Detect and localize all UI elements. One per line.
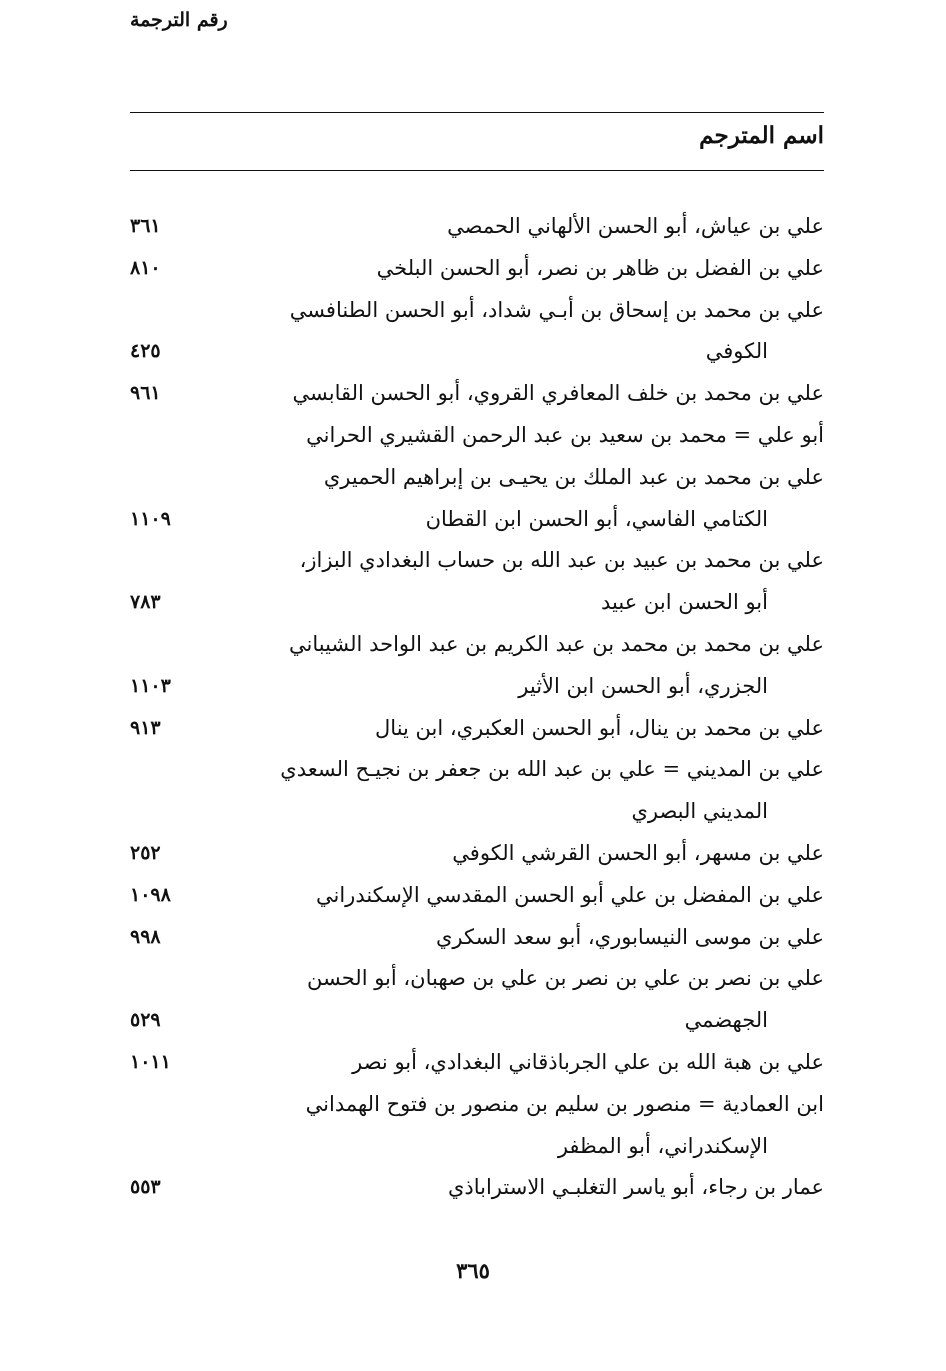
entry-name: علي بن عياش، أبو الحسن الألهاني الحمصي bbox=[447, 214, 824, 238]
header-bottom-rule bbox=[130, 170, 824, 171]
index-entry bbox=[0, 1084, 946, 1168]
entry-name-continuation: الجهضمي bbox=[684, 1008, 768, 1033]
entry-name-continuation: الإسكندراني، أبو المظفر bbox=[557, 1133, 768, 1158]
entry-name: علي بن هبة الله بن علي الجرباذقاني البغدادي، أبو نصر bbox=[352, 1049, 824, 1074]
entry-line bbox=[0, 373, 946, 415]
index-entry bbox=[0, 833, 946, 875]
entry-line bbox=[0, 540, 946, 582]
entry-line bbox=[0, 331, 946, 373]
entry-line bbox=[0, 666, 946, 708]
column-header-name: اسم المترجم bbox=[699, 122, 824, 149]
entry-name: علي بن المديني = علي بن عبد الله بن جعفر بن نجيـح السعدي bbox=[280, 757, 824, 782]
entry-number: ١٠٩٨ bbox=[130, 883, 171, 906]
entry-number: ١١٠٣ bbox=[130, 674, 171, 697]
entry-line bbox=[0, 457, 946, 499]
entry-name: علي بن محمد بن خلف المعافري القروي، أبو الحسن القابسي bbox=[292, 381, 824, 406]
entry-line bbox=[0, 1167, 946, 1209]
entry-number: ١١٠٩ bbox=[130, 507, 171, 530]
entry-line bbox=[0, 708, 946, 750]
entry-name: ابن العمادية = منصور بن سليم بن منصور بن فتوح الهمداني bbox=[305, 1091, 824, 1116]
entry-line bbox=[0, 749, 946, 791]
index-entry bbox=[0, 708, 946, 750]
index-entry bbox=[0, 206, 946, 248]
entry-line bbox=[0, 206, 946, 248]
entry-line bbox=[0, 958, 946, 1000]
entry-number: ٤٢٥ bbox=[130, 340, 161, 363]
entry-line bbox=[0, 624, 946, 666]
entry-name-continuation: المديني البصري bbox=[631, 799, 768, 824]
index-entry bbox=[0, 1167, 946, 1209]
entry-line bbox=[0, 833, 946, 875]
entry-number: ٩٩٨ bbox=[130, 925, 161, 948]
entry-name: علي بن محمد بن ينال، أبو الحسن العكبري، ابن ينال bbox=[375, 715, 824, 740]
entry-number: ٧٨٣ bbox=[130, 591, 161, 614]
entry-number: ٥٥٣ bbox=[130, 1176, 161, 1199]
index-entries bbox=[0, 206, 946, 1209]
entry-line bbox=[0, 1126, 946, 1168]
index-entry bbox=[0, 749, 946, 833]
entry-name-continuation: الكتامي الفاسي، أبو الحسن ابن القطان bbox=[425, 506, 768, 531]
entry-line bbox=[0, 248, 946, 290]
entry-number: ٣٦١ bbox=[130, 215, 161, 237]
page-number: ٣٦٥ bbox=[456, 1258, 490, 1283]
index-entry bbox=[0, 875, 946, 917]
entry-name: علي بن نصر بن علي بن نصر بن علي بن صهبان، أبو الحسن bbox=[307, 966, 824, 991]
entry-name-continuation: أبو الحسن ابن عبيد bbox=[601, 590, 768, 615]
entry-name-continuation: الكوفي bbox=[705, 339, 768, 364]
index-entry bbox=[0, 415, 946, 457]
entry-line bbox=[0, 1084, 946, 1126]
entry-number: ٥٢٩ bbox=[130, 1009, 161, 1032]
entry-number: ٨١٠ bbox=[130, 256, 161, 279]
index-entry bbox=[0, 917, 946, 959]
entry-line bbox=[0, 290, 946, 332]
entry-name-continuation: الجزري، أبو الحسن ابن الأثير bbox=[518, 673, 768, 698]
index-entry bbox=[0, 248, 946, 290]
index-entry bbox=[0, 457, 946, 541]
index-entry bbox=[0, 540, 946, 624]
entry-name: أبو علي = محمد بن سعيد بن عبد الرحمن القشيري الحراني bbox=[306, 422, 824, 447]
entry-line bbox=[0, 1000, 946, 1042]
entry-number: ٩١٣ bbox=[130, 716, 161, 739]
entry-name: علي بن موسى النيسابوري، أبو سعد السكري bbox=[435, 924, 824, 949]
entry-line bbox=[0, 791, 946, 833]
entry-number: ١٠١١ bbox=[130, 1050, 171, 1073]
entry-line bbox=[0, 499, 946, 541]
entry-line bbox=[0, 917, 946, 959]
entry-line bbox=[0, 875, 946, 917]
column-header-number: رقم الترجمة bbox=[130, 9, 228, 31]
index-entry bbox=[0, 290, 946, 374]
entry-line bbox=[0, 1042, 946, 1084]
entry-name: علي بن مسهر، أبو الحسن القرشي الكوفي bbox=[452, 840, 824, 865]
entry-number: ٢٥٢ bbox=[130, 841, 161, 864]
entry-name: علي بن الفضل بن ظاهر بن نصر، أبو الحسن البلخي bbox=[376, 255, 824, 280]
entry-name: علي بن محمد بن عبد الملك بن يحيـى بن إبراهيم الحميري bbox=[323, 464, 824, 489]
entry-name: عمار بن رجاء، أبو ياسر التغلبـي الاستراباذي bbox=[447, 1175, 824, 1200]
entry-line bbox=[0, 582, 946, 624]
entry-name: علي بن محمد بن إسحاق بن أبـي شداد، أبو الحسن الطنافسي bbox=[289, 297, 824, 322]
entry-number: ٩٦١ bbox=[130, 382, 161, 405]
index-entry bbox=[0, 958, 946, 1042]
entry-name: علي بن محمد بن محمد بن عبد الكريم بن عبد الواحد الشيباني bbox=[289, 631, 824, 656]
index-entry bbox=[0, 373, 946, 415]
index-entry bbox=[0, 1042, 946, 1084]
header-top-rule bbox=[130, 112, 824, 113]
entry-line bbox=[0, 415, 946, 457]
entry-name: علي بن محمد بن عبيد بن عبد الله بن حساب البغدادي البزاز، bbox=[299, 548, 824, 573]
index-entry bbox=[0, 624, 946, 708]
entry-name: علي بن المفضل بن علي أبو الحسن المقدسي الإسكندراني bbox=[316, 882, 824, 907]
